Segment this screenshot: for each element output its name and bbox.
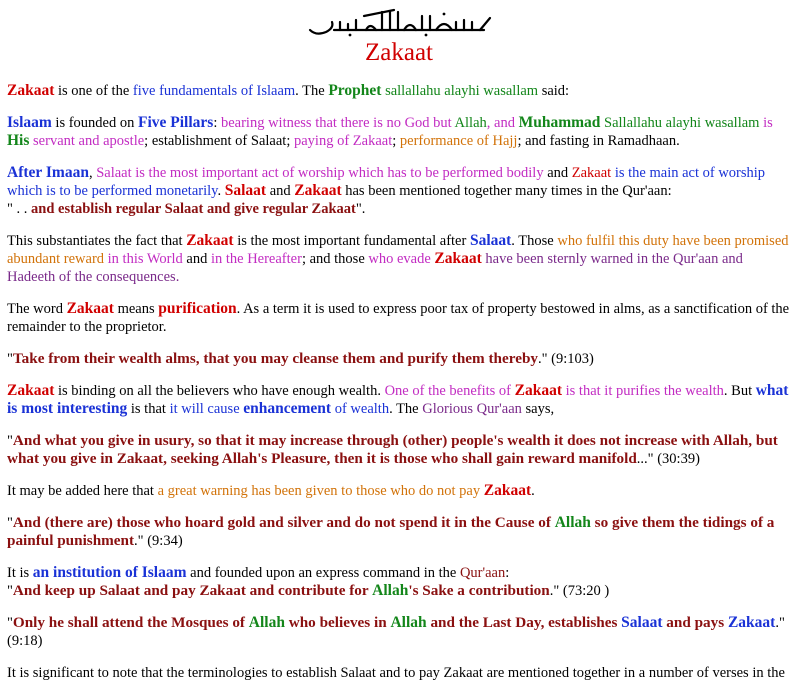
- term-salaat: Salaat: [621, 614, 663, 631]
- text: is binding on all the believers who have enough wealth.: [54, 383, 385, 399]
- text-sternly-warned: have been sternly warned in the Qur'aan and Hadeeth of the consequences.: [7, 251, 743, 285]
- paragraph-institution: [7, 564, 791, 600]
- text: . As a term it is used to express poor tax of property bestowed in alms, as a sanctification of the remainder to the proprietor.: [7, 301, 790, 335]
- text-hajj: performance of Hajj: [399, 133, 518, 149]
- paragraph-significant: [7, 664, 791, 682]
- term-zakaat: Zakaat: [294, 182, 342, 199]
- text: says,: [521, 401, 555, 417]
- text-hereafter: in the Hereafter: [210, 251, 302, 267]
- text-reference: ." (9:103): [538, 351, 594, 367]
- text-five-fundamentals: five fundamentals of Islaam: [132, 83, 296, 99]
- text-reference: ." (9:18): [7, 615, 785, 649]
- term-zakaat: Zakaat: [66, 300, 114, 317]
- term-salaat: Salaat: [224, 182, 267, 199]
- quote-establish-salaat: and establish regular Salaat and give regular Zakaat: [31, 201, 356, 217]
- term-zakaat: Zakaat: [727, 614, 776, 631]
- page-title: Zakaat: [364, 39, 433, 66]
- text-purifies-wealth: is that it purifies the wealth: [562, 383, 724, 399]
- text-of-wealth: of wealth: [331, 401, 390, 417]
- paragraph-binding: [7, 382, 791, 418]
- text: ; and fasting in Ramadhaan.: [517, 133, 680, 149]
- quote-usury: And what you give in usury, so that it may increase through (other) people's wealth it does not increase with Allah, but what you give in Zakaat, seeking Allah's Pleasure, then it is those who shall gain reward manifold: [7, 432, 778, 467]
- text-will-cause: it will cause: [169, 401, 244, 417]
- term-zakaat: Zakaat: [186, 232, 234, 249]
- text: is one of the: [54, 83, 133, 99]
- text: :: [505, 565, 510, 581]
- bismillah-icon: [304, 8, 494, 38]
- text: " . .: [7, 201, 32, 217]
- term-islaam: Islaam: [7, 114, 52, 131]
- paragraph-quote-9-34: [7, 514, 791, 550]
- text: It is significant to note that the terminologies to establish Salaat and to pay Zakaat are mentioned together in a number of verses in the: [7, 665, 785, 681]
- term-zakaat: Zakaat: [7, 82, 55, 99]
- text: is that: [127, 401, 170, 417]
- term-salaat: Salaat: [469, 232, 512, 249]
- text: The word: [7, 301, 67, 317]
- paragraph-quote-30-39: [7, 432, 791, 468]
- term-prophet: Prophet: [328, 82, 382, 99]
- term-zakaat: Zakaat: [7, 382, 55, 399]
- text-salaat-bodily: Salaat is the most important act of worship which has to be performed bodily: [96, 165, 544, 181]
- paragraph-intro: [7, 82, 791, 100]
- text: means: [113, 301, 159, 317]
- text-this-world: in this World: [104, 251, 183, 267]
- term-zakaat: Zakaat: [434, 250, 482, 267]
- text-who-evade: who evade: [368, 251, 435, 267]
- term-allah: Allah: [248, 614, 285, 631]
- text: :: [213, 115, 221, 131]
- term-his: His: [7, 132, 30, 149]
- text: and: [543, 165, 572, 181]
- text: ": [7, 583, 13, 599]
- text-reference: ." (73:20 ): [549, 583, 610, 599]
- text: ; establishment of Salaat;: [144, 133, 294, 149]
- text: ": [7, 515, 13, 531]
- text: . The: [389, 401, 423, 417]
- term-enhancement: enhancement: [243, 400, 332, 417]
- text: and: [266, 183, 295, 199]
- quote-take-from-wealth: Take from their wealth alms, that you may cleanse them and purify them thereby: [12, 350, 538, 367]
- text-bearing-witness: bearing witness that there is no God but: [220, 115, 455, 131]
- text-reference: ..." (30:39): [636, 451, 700, 467]
- text: said:: [538, 83, 570, 99]
- paragraph-five-pillars: [7, 114, 791, 150]
- text: .: [217, 183, 225, 199]
- text: . But: [723, 383, 756, 399]
- text-reference: ." (9:34): [134, 533, 183, 549]
- term-zakaat: Zakaat: [514, 382, 563, 399]
- paragraph-warning: [7, 482, 791, 500]
- quote-hoard-gold: And (there are) those who hoard gold and silver and do not spend it in the Cause of: [12, 514, 555, 531]
- quote-and-pays: and pays: [662, 614, 728, 631]
- term-allah: Allah: [390, 614, 427, 631]
- text: is founded on: [51, 115, 138, 131]
- term-most-interesting: what is most interesting: [7, 382, 789, 417]
- text: . Those: [511, 233, 558, 249]
- paragraph-substantiates: [7, 232, 791, 286]
- term-allah: Allah: [372, 582, 409, 599]
- paragraph-quote-9-18: [7, 614, 791, 650]
- text: is: [759, 115, 773, 131]
- quote-last-day: and the Last Day, establishes: [426, 614, 622, 631]
- term-after-imaan: After Imaan: [7, 164, 89, 181]
- term-quraan: Qur'aan: [459, 565, 506, 581]
- text: ,: [88, 165, 97, 181]
- term-institution: an institution of Islaam: [32, 564, 187, 581]
- text: , and: [486, 115, 519, 131]
- text: and: [182, 251, 211, 267]
- text-paying-zakaat: paying of Zakaat: [293, 133, 393, 149]
- text-salutation: Sallallahu alayhi wasallam: [600, 115, 760, 131]
- text: .: [531, 483, 535, 499]
- text-promised-reward: who fulfil this duty have been promised abundant reward: [7, 233, 789, 267]
- text: ;: [392, 133, 400, 149]
- quote-contribution: 's Sake a contribution: [408, 582, 550, 599]
- term-zakaat: Zakaat: [571, 165, 612, 181]
- text-salutation: sallallahu alayhi wasallam: [385, 83, 539, 99]
- text: . The: [295, 83, 329, 99]
- quote-who-believes: who believes in: [284, 614, 391, 631]
- text: It may be added here that: [7, 483, 158, 499]
- text: It is: [7, 565, 33, 581]
- text: ": [7, 351, 13, 367]
- text-one-of-benefits: One of the benefits of: [384, 383, 515, 399]
- bismillah-calligraphy: [7, 8, 791, 38]
- text: This substantiates the fact that: [7, 233, 187, 249]
- paragraph-meaning: [7, 300, 791, 336]
- text-great-warning: a great warning has been given to those who do not pay: [157, 483, 484, 499]
- text: and founded upon an express command in the: [186, 565, 460, 581]
- text: ": [7, 433, 13, 449]
- text: has been mentioned together many times in the Qur'aan:: [341, 183, 672, 199]
- text-glorious-quraan: Glorious Qur'aan: [422, 401, 522, 417]
- term-five-pillars: Five Pillars: [137, 114, 214, 131]
- text: ; and those: [301, 251, 369, 267]
- term-muhammad: Muhammad: [518, 114, 601, 131]
- text: is the most important fundamental after: [233, 233, 470, 249]
- text-servant: servant and apostle: [29, 133, 145, 149]
- quote-painful-punishment: so give them the tidings of a painful punishment: [7, 514, 775, 549]
- term-zakaat: Zakaat: [483, 482, 532, 499]
- term-purification: purification: [158, 300, 237, 317]
- term-allah: Allah: [454, 115, 487, 131]
- paragraph-after-imaan: [7, 164, 791, 218]
- paragraph-quote-9-103: [7, 350, 791, 368]
- text: ": [7, 615, 13, 631]
- quote-keep-up-salaat: And keep up Salaat and pay Zakaat and contribute for: [12, 582, 373, 599]
- text: ".: [355, 201, 366, 217]
- quote-attend-mosques: Only he shall attend the Mosques of: [12, 614, 249, 631]
- text-monetarily: is the main act of worship which is to be performed monetarily: [7, 165, 766, 199]
- term-allah: Allah: [554, 514, 591, 531]
